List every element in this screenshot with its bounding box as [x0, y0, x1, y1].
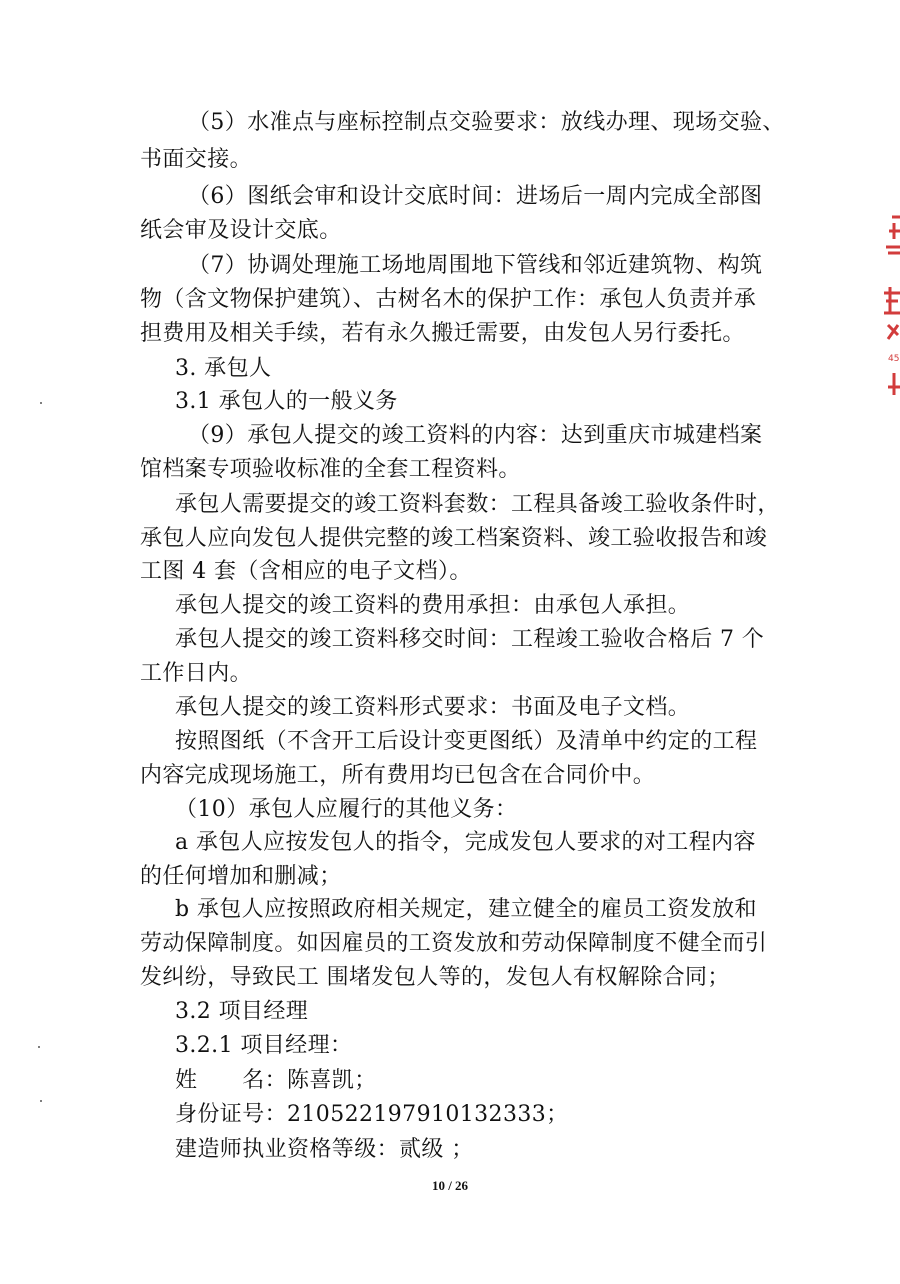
- text-line: 的任何增加和删减；: [140, 864, 342, 889]
- text-line: 担费用及相关手续，若有永久搬迁需要，由发包人另行委托。: [140, 321, 745, 346]
- text-line: 承包人提交的竣工资料的费用承担：由承包人承担。: [175, 593, 691, 618]
- text-line: 工作日内。: [140, 661, 253, 686]
- section-heading: 3.1 承包人的一般义务: [175, 389, 398, 414]
- svg-text:45: 45: [888, 354, 900, 364]
- text-line: 纸会审及设计交底。: [140, 218, 342, 243]
- text-line: 劳动保障制度。如因雇员的工资发放和劳动保障制度不健全而引: [140, 931, 768, 956]
- text-line: 承包人提交的竣工资料移交时间：工程竣工验收合格后 7 个: [175, 627, 765, 652]
- text-line: （7）协调处理施工场地周围地下管线和邻近建筑物、构筑: [188, 253, 763, 278]
- text-line: 承包人需要提交的竣工资料套数：工程具备竣工验收条件时，: [175, 492, 780, 517]
- text-line: 承包人提交的竣工资料形式要求：书面及电子文档。: [175, 695, 691, 720]
- text-line: 建造师执业资格等级：贰级 ；: [175, 1137, 474, 1162]
- scan-speck: [40, 402, 42, 404]
- text-line: 按照图纸（不含开工后设计变更图纸）及清单中约定的工程: [175, 729, 758, 754]
- scan-speck: [40, 1100, 42, 1102]
- text-line: 身份证号：210522197910132333；: [175, 1102, 569, 1127]
- text-line: 物（含文物保护建筑）、古树名木的保护工作：承包人负责并承: [140, 287, 757, 312]
- text-line: 内容完成现场施工，所有费用均已包含在合同价中。: [140, 763, 656, 788]
- seal-stamp: [872, 205, 900, 405]
- text-line: a 承包人应按发包人的指令，完成发包人要求的对工程内容: [175, 830, 756, 855]
- text-line: 工图 4 套（含相应的电子文档）。: [140, 559, 472, 584]
- text-line: （10）承包人应履行的其他义务：: [175, 797, 518, 822]
- text-line: b 承包人应按照政府相关规定，建立健全的雇员工资发放和: [175, 897, 757, 922]
- text-line: 发纠纷，导致民工 围堵发包人等的，发包人有权解除合同；: [140, 965, 730, 990]
- text-line: （9）承包人提交的竣工资料的内容：达到重庆市城建档案: [188, 423, 763, 448]
- text-line: 书面交接。: [140, 147, 253, 172]
- section-heading: 3. 承包人: [175, 356, 272, 381]
- section-heading: 3.2.1 项目经理：: [175, 1033, 353, 1058]
- text-line: 馆档案专项验收标准的全套工程资料。: [140, 457, 521, 482]
- text-line: 承包人应向发包人提供完整的竣工档案资料、竣工验收报告和竣: [140, 526, 768, 551]
- text-line: 姓 名：陈喜凯；: [175, 1068, 377, 1093]
- text-line: （6）图纸会审和设计交底时间：进场后一周内完成全部图: [188, 184, 763, 209]
- text-line: （5）水准点与座标控制点交验要求：放线办理、现场交验、: [188, 110, 785, 135]
- section-heading: 3.2 项目经理: [175, 999, 309, 1024]
- scan-speck: [38, 1046, 40, 1048]
- page-number: 10 / 26: [431, 1178, 469, 1193]
